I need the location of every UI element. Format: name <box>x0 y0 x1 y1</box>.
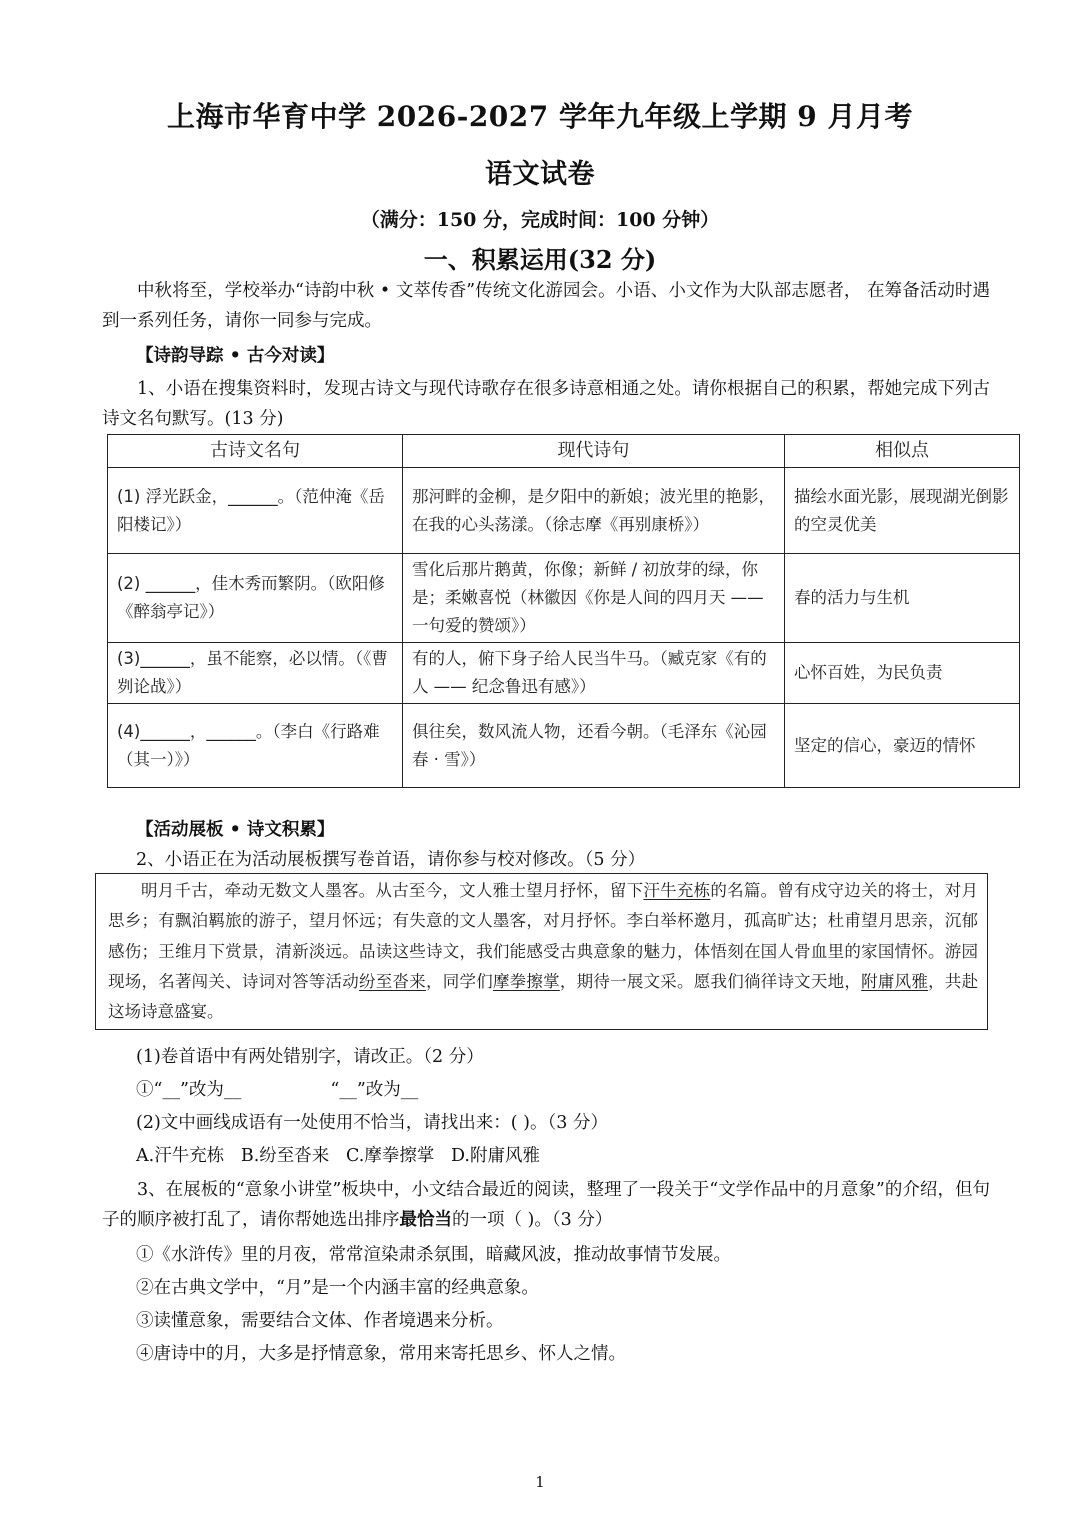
table-cell: 心怀百姓，为民负责 <box>784 643 1019 704</box>
table-cell: 春的活力与生机 <box>784 554 1019 643</box>
table-row <box>108 554 1020 643</box>
underlined-idiom: 附庸风雅 <box>861 971 929 991</box>
table-cell: 有的人，俯下身子给人民当牛马。（臧克家《有的人 —— 纪念鲁迅有感》） <box>402 643 784 704</box>
part2-heading: 【活动展板 • 诗文积累】 <box>136 820 335 840</box>
question-3-text: 3、在展板的“意象小讲堂”板块中，小文结合最近的阅读，整理了一段关于“文学作品中的月意象”的介绍，但句子的顺序被打乱了，请你帮她选出排序 <box>102 1180 990 1230</box>
underlined-idiom: 摩拳擦掌 <box>492 971 560 991</box>
table-header: 现代诗句 <box>402 435 784 468</box>
page-number: 1 <box>535 1473 545 1491</box>
question-2-1-blanks: ①“__”改为__ “__”改为__ <box>136 1080 419 1100</box>
exam-title: 上海市华育中学 2026-2027 学年九年级上学期 9 月月考 <box>167 100 913 133</box>
poem-comparison-table <box>107 434 1020 788</box>
list-item: ①《水浒传》里的月夜，常常渲染肃杀氛围，暗藏风波，推动故事情节发展。 <box>136 1245 731 1265</box>
preface-text: ，共赴这场诗意盛宴。 <box>108 971 979 1022</box>
table-cell: (4)______，______。（李白《行路难（其一）》） <box>108 704 403 788</box>
exam-subtitle: 语文试卷 <box>485 159 595 190</box>
preface-box <box>95 873 988 1030</box>
question-2-1: (1)卷首语中有两处错别字，请改正。（2 分） <box>136 1047 484 1067</box>
list-item: ②在古典文学中，“月”是一个内涵丰富的经典意象。 <box>136 1278 539 1298</box>
part1-heading: 【诗韵导踪 • 古今对读】 <box>136 346 335 366</box>
underlined-idiom: 汗牛充栋 <box>643 881 711 900</box>
list-item: ③读懂意象，需要结合文体、作者境遇来分析。 <box>136 1311 504 1331</box>
table-cell: (3)______，虽不能察，必以情。（《曹刿论战》） <box>108 643 403 704</box>
preface-text: ，期待一展文采。愿我们徜徉诗文天地， <box>559 971 862 991</box>
table-row <box>108 468 1020 554</box>
section-heading: 一、积累运用(32 分) <box>423 245 657 274</box>
preface-text: ，同学们 <box>425 971 493 991</box>
table-cell: 描绘水面光影，展现湖光倒影的空灵优美 <box>784 468 1019 554</box>
preface-text: 的名篇。曾有戍守边关的将士，对月思乡；有飘泊羁旅的游子，望月怀远；有失意的文人墨客，对月抒怀。李白举杯邀月，孤高旷达；杜甫望月思亲，沉郁感伤；王维月下赏景，清新淡远。品读这些诗文，我们能感受古典意象的魅力，体悟刻在国人骨血里的家国情怀。游园现场，名著闯关、诗词对答等活动 <box>108 881 979 991</box>
table-row <box>108 704 1020 788</box>
question-2-2-options: A.汗牛充栋 B.纷至沓来 C.摩拳擦掌 D.附庸风雅 <box>136 1146 540 1166</box>
underlined-idiom: 纷至沓来 <box>359 971 426 991</box>
question-3 <box>102 1175 990 1235</box>
question-3-text: 的一项（ )。（3 分） <box>452 1210 613 1230</box>
exam-meta: （满分：150 分，完成时间：100 分钟） <box>360 209 720 231</box>
table-cell: 雪化后那片鹅黄，你像；新鲜 / 初放芽的绿，你是；柔嫩喜悦（林徽因《你是人间的四月天 —— 一句爱的赞颂》） <box>402 554 784 643</box>
table-header-row <box>108 435 1020 468</box>
question-2-2: (2)文中画线成语有一处使用不恰当，请找出来：( )。（3 分） <box>136 1113 608 1133</box>
table-cell: (2) ______，佳木秀而繁阴。（欧阳修《醉翁亭记》） <box>108 554 403 643</box>
list-item: ④唐诗中的月，大多是抒情意象，常用来寄托思乡、怀人之情。 <box>136 1344 626 1364</box>
question-2: 2、小语正在为活动展板撰写卷首语，请你参与校对修改。（5 分） <box>136 850 646 870</box>
intro-paragraph: 中秋将至，学校举办“诗韵中秋 • 文萃传香”传统文化游园会。小语、小文作为大队部志愿者， 在筹备活动时遇到一系列任务，请你一同参与完成。 <box>102 281 990 331</box>
table-header: 相似点 <box>784 435 1019 468</box>
preface-text: 明月千古，牵动无数文人墨客。从古至今，文人雅士望月抒怀，留下 <box>141 881 644 900</box>
table-cell: 俱往矣，数风流人物，还看今朝。（毛泽东《沁园春 · 雪》） <box>402 704 784 788</box>
table-cell: (1) 浮光跃金，______。（范仲淹《岳阳楼记》） <box>108 468 403 554</box>
table-header: 古诗文名句 <box>108 435 403 468</box>
table-row <box>108 643 1020 704</box>
question-3-emphasis: 最恰当 <box>399 1210 452 1230</box>
question-1: 1、小语在搜集资料时，发现古诗文与现代诗歌存在很多诗意相通之处。请你根据自己的积累，帮她完成下列古诗文名句默写。(13 分) <box>102 379 990 429</box>
table-cell: 坚定的信心，豪迈的情怀 <box>784 704 1019 788</box>
table-cell: 那河畔的金柳，是夕阳中的新娘；波光里的艳影，在我的心头荡漾。（徐志摩《再别康桥》） <box>402 468 784 554</box>
